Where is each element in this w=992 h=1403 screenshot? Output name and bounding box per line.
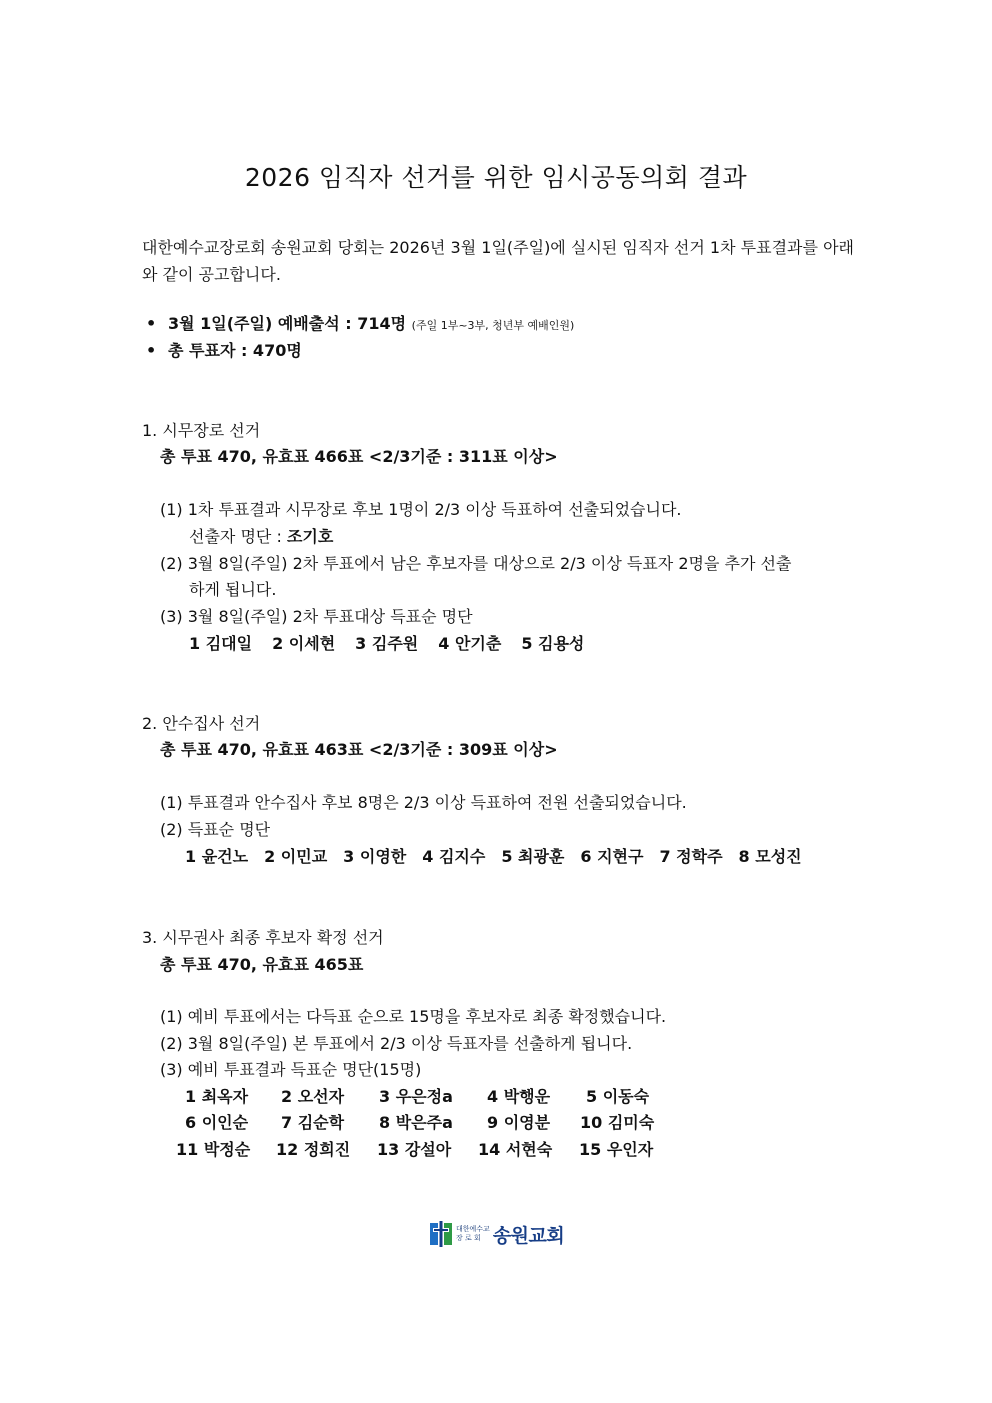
logo-denomination (456, 1225, 490, 1243)
kwonsa-name: 11 박정순 (176, 1140, 251, 1159)
kwonsa-name: 14 서현숙 (478, 1140, 553, 1159)
section2-summary: 총 투표 470, 유효표 463표 <2/3기준 : 309표 이상> (160, 740, 558, 759)
section1-item3: (3) 3월 8일(주일) 2차 투표대상 득표순 명단 (160, 607, 473, 626)
attendance-label: 3월 1일(주일) 예배출석 : 714명 (168, 314, 407, 333)
section1-heading: 1. 시무장로 선거 (142, 421, 261, 440)
deacon-name: 2 이민교 (264, 847, 328, 866)
elected-name: 조기호 (286, 527, 334, 546)
candidate-name: 1 김대일 (189, 634, 253, 653)
bullet-dot: • (146, 314, 157, 333)
intro-paragraph: 대한예수교장로회 송원교회 당회는 2026년 3월 1일(주일)에 실시된 임직자 선거 1차 투표결과를 아래와 같이 공고합니다. (142, 238, 854, 284)
kwonsa-name: 6 이인순 (185, 1113, 249, 1132)
deacon-name: 3 이영한 (343, 847, 407, 866)
section1-item2-line1: (2) 3월 8일(주일) 2차 투표에서 남은 후보자를 대상으로 2/3 이상 득표자 2명을 추가 선출 (160, 554, 792, 573)
section3-heading: 3. 시무권사 최종 후보자 확정 선거 (142, 928, 384, 947)
section3-summary: 총 투표 470, 유효표 465표 (160, 955, 364, 974)
section2-heading: 2. 안수집사 선거 (142, 714, 261, 733)
candidate-name: 4 안기춘 (438, 634, 502, 653)
section2-names (185, 847, 802, 867)
deacon-name: 1 윤건노 (185, 847, 249, 866)
section2-item2: (2) 득표순 명단 (160, 820, 271, 839)
candidate-name: 3 김주원 (355, 634, 419, 653)
deacon-name: 5 최광훈 (501, 847, 565, 866)
kwonsa-name: 9 이영분 (487, 1113, 551, 1132)
church-emblem-icon (430, 1219, 452, 1249)
logo-small-line2: 장 로 회 (456, 1234, 481, 1242)
church-logo (430, 1218, 564, 1250)
section3-row2 (185, 1113, 654, 1133)
logo-small-line1: 대한예수교 (456, 1225, 490, 1233)
bullet-dot: • (146, 341, 157, 360)
kwonsa-name: 10 김미숙 (580, 1113, 655, 1132)
kwonsa-name: 7 김순학 (281, 1113, 345, 1132)
kwonsa-name: 1 최옥자 (185, 1087, 249, 1106)
bullet-voters (146, 341, 302, 361)
section1-item2-line2: 하게 됩니다. (189, 580, 277, 599)
kwonsa-name: 3 우은정a (379, 1087, 453, 1106)
candidate-name: 5 김용성 (521, 634, 585, 653)
deacon-name: 6 지현구 (580, 847, 644, 866)
page-title: 2026 임직자 선거를 위한 임시공동의회 결과 (244, 163, 748, 192)
candidate-name: 2 이세현 (272, 634, 336, 653)
deacon-name: 4 김지수 (422, 847, 486, 866)
section1-elected (189, 527, 333, 547)
logo-church-name: 송원교회 (492, 1224, 565, 1247)
section3-item2: (2) 3월 8일(주일) 본 투표에서 2/3 이상 득표자를 선출하게 됩니다. (160, 1034, 633, 1053)
kwonsa-name: 5 이동숙 (586, 1087, 650, 1106)
kwonsa-name: 13 강설아 (377, 1140, 452, 1159)
section3-item3: (3) 예비 투표결과 득표순 명단(15명) (160, 1060, 422, 1079)
section1-names (189, 634, 584, 654)
section3-row1 (185, 1087, 649, 1107)
voters-label: 총 투표자 : 470명 (168, 341, 302, 360)
kwonsa-name: 4 박행운 (487, 1087, 551, 1106)
section2-item1: (1) 투표결과 안수집사 후보 8명은 2/3 이상 득표하여 전원 선출되었습니다. (160, 793, 687, 812)
deacon-name: 7 정학주 (659, 847, 723, 866)
section1-summary: 총 투표 470, 유효표 466표 <2/3기준 : 311표 이상> (160, 447, 558, 466)
kwonsa-name: 12 정희진 (276, 1140, 351, 1159)
bullet-attendance (146, 314, 574, 336)
elected-label: 선출자 명단 : (189, 527, 287, 546)
kwonsa-name: 15 우인자 (579, 1140, 654, 1159)
section3-item1: (1) 예비 투표에서는 다득표 순으로 15명을 후보자로 최종 확정했습니다. (160, 1007, 667, 1026)
attendance-note: (주일 1부~3부, 청년부 예배인원) (411, 319, 575, 332)
section1-item1: (1) 1차 투표결과 시무장로 후보 1명이 2/3 이상 득표하여 선출되었습니다. (160, 500, 682, 519)
kwonsa-name: 8 박은주a (379, 1113, 453, 1132)
kwonsa-name: 2 오선자 (281, 1087, 345, 1106)
deacon-name: 8 모성진 (738, 847, 802, 866)
section3-row3 (176, 1140, 653, 1160)
